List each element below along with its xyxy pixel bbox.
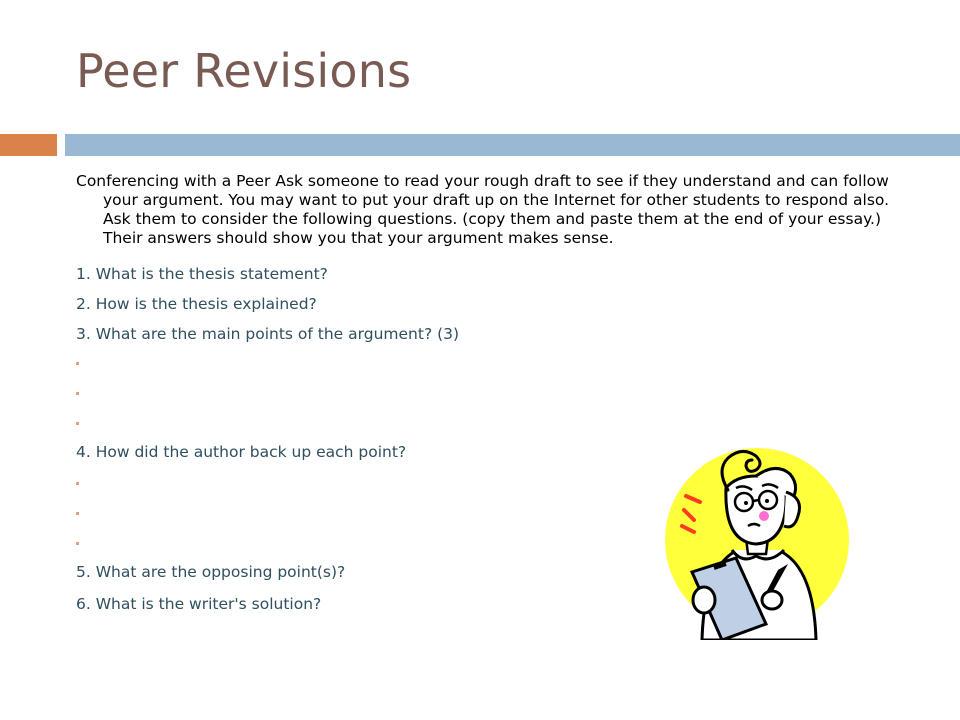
empty-bullet-5 <box>76 512 79 515</box>
accent-bar <box>0 134 57 156</box>
question-1: 1. What is the thesis statement? <box>76 265 328 283</box>
slide-title: Peer Revisions <box>76 44 412 98</box>
question-5: 5. What are the opposing point(s)? <box>76 563 346 581</box>
empty-bullet-6 <box>76 542 79 545</box>
question-6: 6. What is the writer's solution? <box>76 595 322 613</box>
empty-bullet-3 <box>76 422 79 425</box>
empty-bullet-2 <box>76 392 79 395</box>
intro-paragraph: Conferencing with a Peer Ask someone to read your rough draft to see if they understand and can follow your argument. You may want to put your draft up on the Internet for other students to respond also. Ask them to consider the following questions. (copy them and paste them at the end of your essay.) Their answers should show you that your argument makes sense. <box>76 172 890 247</box>
woman-reading-clipboard-illustration <box>664 440 850 640</box>
question-2: 2. How is the thesis explained? <box>76 295 317 313</box>
title-rule-bar <box>65 134 960 156</box>
question-4: 4. How did the author back up each point? <box>76 443 407 461</box>
empty-bullet-1 <box>76 362 79 365</box>
question-3: 3. What are the main points of the argument? (3) <box>76 325 460 343</box>
empty-bullet-4 <box>76 482 79 485</box>
